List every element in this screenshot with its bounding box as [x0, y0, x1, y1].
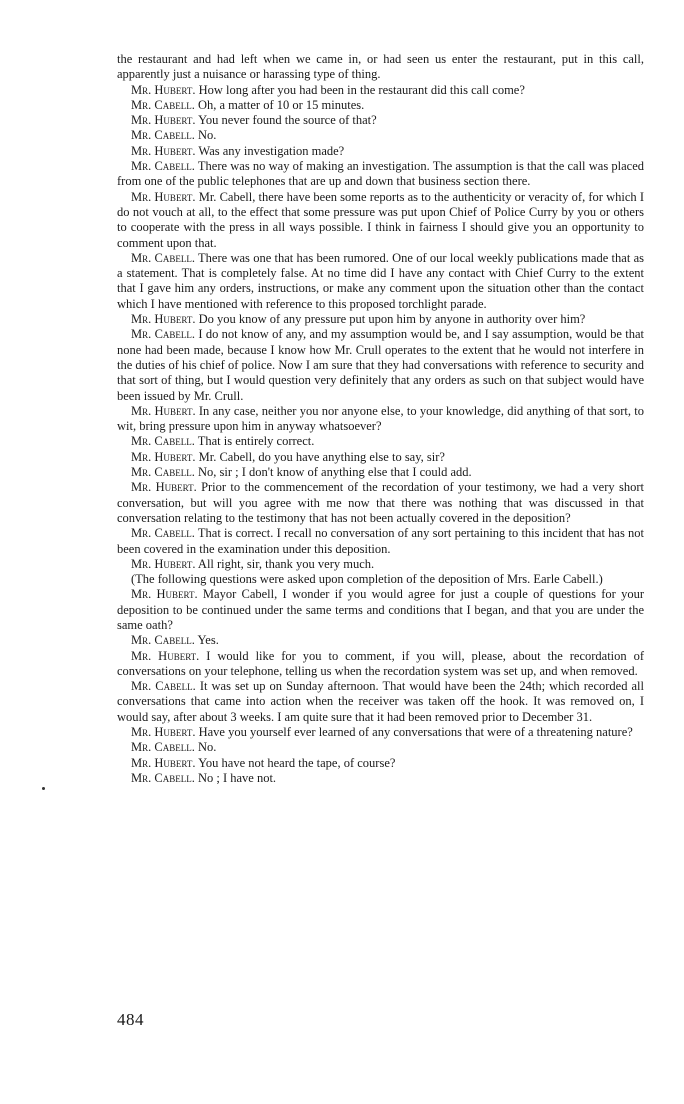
speaker-label: Mr. Hubert. — [131, 312, 196, 327]
testimony-paragraph — [117, 98, 644, 113]
paragraph-text: No. — [197, 740, 217, 755]
speaker-label: Mr. Hubert. — [131, 189, 196, 204]
testimony-paragraph — [117, 128, 644, 143]
testimony-paragraph — [117, 649, 644, 680]
speaker-label: Mr. Cabell. — [131, 526, 195, 541]
paragraph-text: Was any investigation made? — [198, 143, 345, 158]
paragraph-text: No. — [197, 128, 217, 143]
margin-mark — [42, 787, 45, 790]
speaker-label: Mr. Cabell. — [131, 679, 196, 694]
paragraph-text: That is correct. I recall no conversation of any sort pertaining to this incident that has not been covered in the examination under this deposition. — [117, 526, 644, 556]
testimony-paragraph — [117, 526, 644, 557]
testimony-paragraph — [117, 587, 644, 633]
speaker-label: Mr. Cabell. — [131, 465, 195, 480]
paragraph-text: In any case, neither you nor anyone else, to your knowledge, did anything of that sort, to wit, bring pressure upon him in anyway whatsoever? — [117, 403, 645, 434]
speaker-label: Mr. Cabell. — [131, 633, 195, 648]
paragraph-text: Yes. — [197, 633, 219, 648]
speaker-label: Mr. Hubert. — [131, 403, 196, 418]
narrative-paragraph — [117, 572, 644, 587]
paragraph-text: I would like for you to comment, if you will, please, about the recordation of conversations on your telephone, telling us when the recordation system was set up, and when removed. — [117, 648, 645, 678]
testimony-paragraph — [117, 144, 644, 159]
speaker-label: Mr. Cabell. — [131, 97, 195, 112]
speaker-label: Mr. Hubert. — [131, 480, 197, 495]
speaker-label: Mr. Hubert. — [131, 725, 196, 740]
testimony-paragraph — [117, 480, 644, 526]
transcript-body — [117, 52, 644, 786]
paragraph-text: There was one that has been rumored. One of our local weekly publications made that as a statement. That is completely false. At no time did I have any contact with Chief Curry to the extent that I gave him any orders, instructions, or make any comment upon the situation other than the contact which I have mentioned with reference to this proposed torchlight parade. — [117, 250, 644, 311]
speaker-label: Mr. Hubert. — [131, 587, 198, 602]
narrative-paragraph — [117, 52, 644, 83]
paragraph-text: You never found the source of that? — [198, 113, 377, 128]
testimony-paragraph — [117, 740, 644, 755]
paragraph-text: Have you yourself ever learned of any conversations that were of a threatening nature? — [198, 725, 633, 740]
paragraph-text: Mayor Cabell, I wonder if you would agree for just a couple of questions for your deposition to be continued under the same terms and conditions that I began, and that you are under the same oath? — [117, 587, 644, 632]
paragraph-text: There was no way of making an investigation. The assumption is that the call was placed from one of the public telephones that are up and down that business section there. — [117, 159, 645, 189]
testimony-paragraph — [117, 83, 644, 98]
testimony-paragraph — [117, 113, 644, 128]
speaker-label: Mr. Cabell. — [131, 770, 195, 785]
paragraph-text: Do you know of any pressure put upon him by anyone in authority over him? — [198, 312, 586, 327]
testimony-paragraph — [117, 251, 644, 312]
speaker-label: Mr. Hubert. — [131, 648, 200, 663]
speaker-label: Mr. Hubert. — [131, 113, 196, 128]
paragraph-text: Mr. Cabell, do you have anything else to say, sir? — [198, 449, 445, 464]
testimony-paragraph — [117, 312, 644, 327]
speaker-label: Mr. Hubert. — [131, 556, 196, 571]
testimony-paragraph — [117, 725, 644, 740]
testimony-paragraph — [117, 756, 644, 771]
speaker-label: Mr. Hubert. — [131, 82, 196, 97]
testimony-paragraph — [117, 679, 644, 725]
paragraph-text: Prior to the commencement of the recordation of your testimony, we had a very short conversation, but will you agree with me now that there was nothing that was discussed in that conversation relating to the testimony that has not been actually covered in the deposition? — [117, 480, 644, 525]
paragraph-text: Oh, a matter of 10 or 15 minutes. — [197, 97, 365, 112]
speaker-label: Mr. Hubert. — [131, 143, 196, 158]
paragraph-text: No ; I have not. — [197, 770, 277, 785]
testimony-paragraph — [117, 771, 644, 786]
speaker-label: Mr. Cabell. — [131, 128, 195, 143]
speaker-label: Mr. Cabell. — [131, 434, 195, 449]
testimony-paragraph — [117, 450, 644, 465]
paragraph-text: How long after you had been in the restaurant did this call come? — [198, 82, 525, 97]
paragraph-text: the restaurant and had left when we came in, or had seen us enter the restaurant, put in this call, apparently just a nuisance or harassing type of thing. — [117, 52, 644, 82]
speaker-label: Mr. Hubert. — [131, 449, 196, 464]
paragraph-text: (The following questions were asked upon completion of the deposition of Mrs. Earle Cabell.) — [131, 572, 603, 587]
testimony-paragraph — [117, 434, 644, 449]
testimony-paragraph — [117, 327, 644, 403]
page-number: 484 — [117, 1010, 144, 1029]
paragraph-text: You have not heard the tape, of course? — [198, 755, 396, 770]
testimony-paragraph — [117, 190, 644, 251]
paragraph-text: No, sir ; I don't know of anything else that I could add. — [197, 465, 472, 480]
paragraph-text: I do not know of any, and my assumption would be, and I say assumption, would be that none had been made, because I know how Mr. Crull operates to the extent that he would not interfere in the duties of his chief of police. Now I am sure that they had conversations with reference to security and that sort of thing, but I would question very definitely that any orders as such on that subject would have been issued by Mr. Crull. — [117, 327, 644, 403]
speaker-label: Mr. Cabell. — [131, 740, 195, 755]
paragraph-text: All right, sir, thank you very much. — [197, 556, 375, 571]
testimony-paragraph — [117, 465, 644, 480]
testimony-paragraph — [117, 159, 644, 190]
speaker-label: Mr. Cabell. — [131, 327, 196, 342]
testimony-paragraph — [117, 557, 644, 572]
paragraph-text: It was set up on Sunday afternoon. That would have been the 24th; which recorded all conversations that came into action when the receiver was taken off the hook. It was removed on, I would say, after about 3 weeks. I am quite sure that it had been removed prior to December 31. — [117, 679, 645, 724]
testimony-paragraph — [117, 633, 644, 648]
testimony-paragraph — [117, 404, 644, 435]
speaker-label: Mr. Cabell. — [131, 250, 195, 265]
paragraph-text: That is entirely correct. — [197, 434, 315, 449]
paragraph-text: Mr. Cabell, there have been some reports as to the authenticity or veracity of, for which I do not vouch at all, to the effect that some pressure was put upon Chief of Police Curry by you or others to cooperate with the press in all ways possible. I think in fairness I should give you an opportunity to comment upon that. — [117, 189, 644, 250]
speaker-label: Mr. Cabell. — [131, 159, 195, 174]
speaker-label: Mr. Hubert. — [131, 755, 196, 770]
